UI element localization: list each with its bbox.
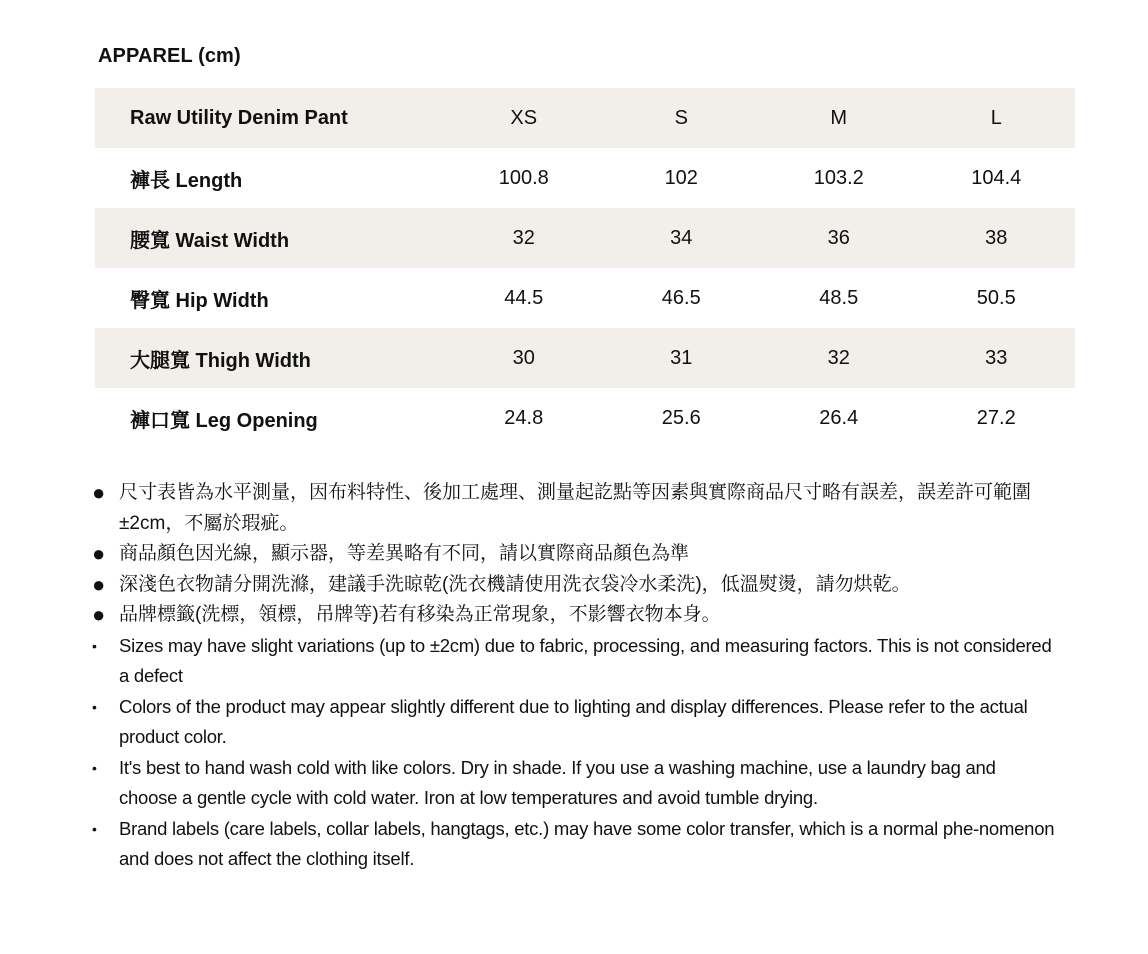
cell-value: 26.4 [819,406,859,429]
cell-value: 25.6 [661,406,701,429]
list-item [92,478,1058,539]
cell-value: 32 [512,226,535,249]
cell-value: 34 [670,226,693,249]
size-chart-table [95,88,1075,448]
cell-value: 50.5 [976,286,1016,309]
cell-value: 44.5 [504,286,544,309]
row-label: 褲長 Length [130,169,243,192]
note-text: 深淺色衣物請分開洗滌，建議手洗晾乾(洗衣機請使用洗衣袋冷水柔洗)，低溫熨燙，請勿烘乾。 [119,573,911,595]
cell-value: 36 [827,226,850,249]
note-text: It's best to hand wash cold with like colors. Dry in shade. If you use a washing machine, use a laundry bag and choose a gentle cycle with cold water. Iron at low temperatures and avoid tumble drying. [119,756,996,808]
table-row-leg-opening [95,388,1075,448]
cell-value: 38 [985,226,1008,249]
note-text: 尺寸表皆為水平測量，因布料特性、後加工處理、測量起訖點等因素與實際商品尺寸略有誤差，誤差許可範圍±2cm，不屬於瑕疵。 [119,482,1032,534]
note-text: Colors of the product may appear slightly different due to lighting and display differences. Please refer to the actual product color. [119,695,1028,747]
note-text: 品牌標籤(洗標，領標，吊牌等)若有移染為正常現象，不影響衣物本身。 [119,604,721,625]
list-item [92,692,1058,753]
list-item [92,600,1058,631]
cell-value: 27.2 [976,406,1016,429]
care-notes-list [92,478,1058,875]
cell-value: 48.5 [819,286,859,309]
cell-value: 103.2 [813,166,864,189]
list-item [92,631,1058,692]
note-text: Brand labels (care labels, collar labels, hangtags, etc.) may have some color transfer, which is a normal phe-nomenon and does not affect the clothing itself. [119,817,1055,869]
cell-value: 46.5 [661,286,701,309]
cell-value: 30 [512,346,535,369]
bullet-icon: ● [92,602,106,627]
size-header-m: M [830,106,848,129]
list-item [92,570,1058,601]
bullet-icon: • [92,637,97,654]
list-item [92,814,1058,875]
cell-value: 31 [670,346,693,369]
bullet-icon: • [92,820,97,837]
bullet-icon: • [92,759,97,776]
cell-value: 32 [827,346,850,369]
row-label: 臀寬 Hip Width [130,289,269,312]
table-row-hip-width [95,268,1075,328]
bullet-icon: • [92,698,97,715]
cell-value: 24.8 [504,406,544,429]
section-title: APPAREL (cm) [98,45,241,67]
bullet-icon: ● [92,541,106,566]
cell-value: 100.8 [498,166,549,189]
table-row-waist-width [95,208,1075,268]
size-header-xs: XS [510,106,538,129]
row-label: 腰寬 Waist Width [130,229,290,252]
row-label: 褲口寬 Leg Opening [130,409,318,432]
table-row-thigh-width [95,328,1075,388]
list-item [92,539,1058,570]
cell-value: 104.4 [971,166,1022,189]
note-text: 商品顏色因光線，顯示器，等差異略有不同，請以實際商品顏色為準 [119,543,690,564]
cell-value: 33 [985,346,1008,369]
size-header-s: S [674,106,688,129]
list-item [92,753,1058,814]
bullet-icon: ● [92,480,106,505]
product-name: Raw Utility Denim Pant [130,106,348,129]
note-text: Sizes may have slight variations (up to ±2cm) due to fabric, processing, and measuring factors. This is not considered a defect [119,634,1052,686]
row-label: 大腿寬 Thigh Width [130,349,311,372]
table-header-row [95,88,1075,148]
size-header-l: L [990,106,1002,129]
cell-value: 102 [664,166,698,189]
table-row-length [95,148,1075,208]
bullet-icon: ● [92,571,106,597]
